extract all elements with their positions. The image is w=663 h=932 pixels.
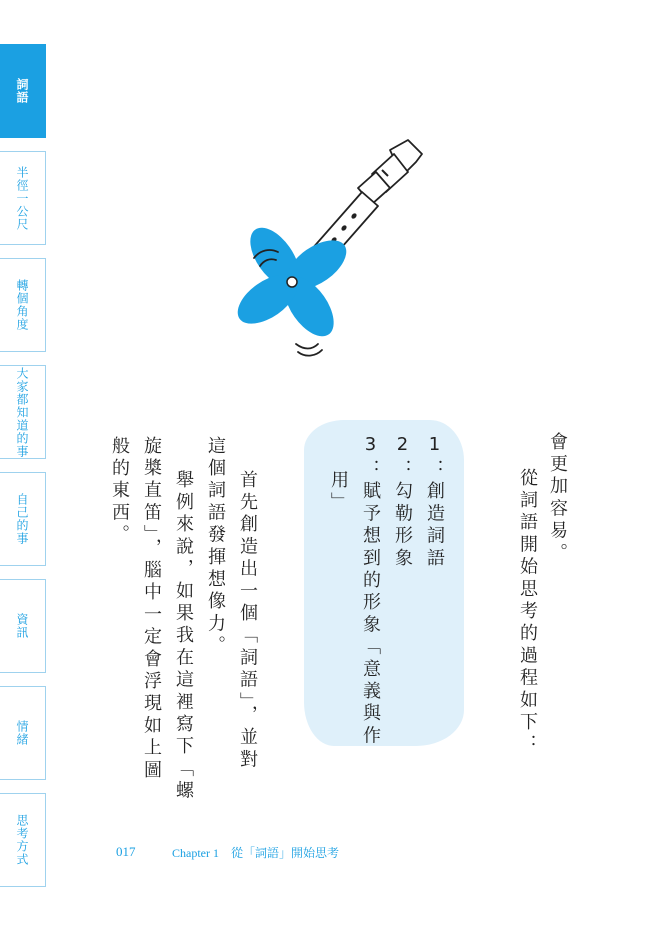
paragraph-2-line-3: 般的東西。	[109, 436, 130, 547]
propeller-recorder-icon	[232, 130, 442, 370]
tab-emotion[interactable]	[0, 686, 46, 780]
paragraph-1-line-1: 首先創造出一個「詞語」，並對	[237, 470, 258, 772]
tab-way-of-thinking[interactable]	[0, 793, 46, 887]
tab-label: 資訊	[15, 613, 29, 639]
tab-label: 自己的事	[15, 493, 29, 545]
step-3-continued: 用」	[328, 470, 349, 515]
paragraph-2-line-2: 旋槳直笛」，腦中一定會浮現如上圖	[141, 436, 162, 783]
tab-label: 大家都知道的事	[15, 366, 29, 458]
intro-line: 會更加容易。	[547, 432, 568, 566]
process-intro: 從詞語開始思考的過程如下：	[517, 468, 538, 757]
tab-information[interactable]	[0, 579, 46, 673]
step-1: 1：創造詞語	[424, 434, 445, 571]
tab-label: 半徑一公尺	[15, 165, 29, 231]
tab-label: 轉個角度	[15, 279, 29, 331]
paragraph-2-line-1: 舉例來說，如果我在這裡寫下「螺	[173, 470, 194, 803]
paragraph-1-line-2: 這個詞語發揮想像力。	[205, 436, 226, 658]
tab-common-knowledge[interactable]	[0, 365, 46, 459]
step-2: 2：勾勒形象	[392, 434, 413, 571]
page-number: 017	[116, 844, 136, 859]
tab-label: 情緒	[15, 720, 29, 746]
tab-label: 詞語	[15, 78, 29, 104]
tab-one-meter-radius[interactable]	[0, 151, 46, 245]
tab-change-angle[interactable]	[0, 258, 46, 352]
tab-own-things[interactable]	[0, 472, 46, 566]
step-3: 3：賦予想到的形象「意義與作	[360, 434, 381, 748]
tab-label: 思考方式	[15, 814, 29, 866]
chapter-running-head: Chapter 1 從「詞語」開始思考	[172, 846, 339, 860]
tab-words[interactable]	[0, 44, 46, 138]
